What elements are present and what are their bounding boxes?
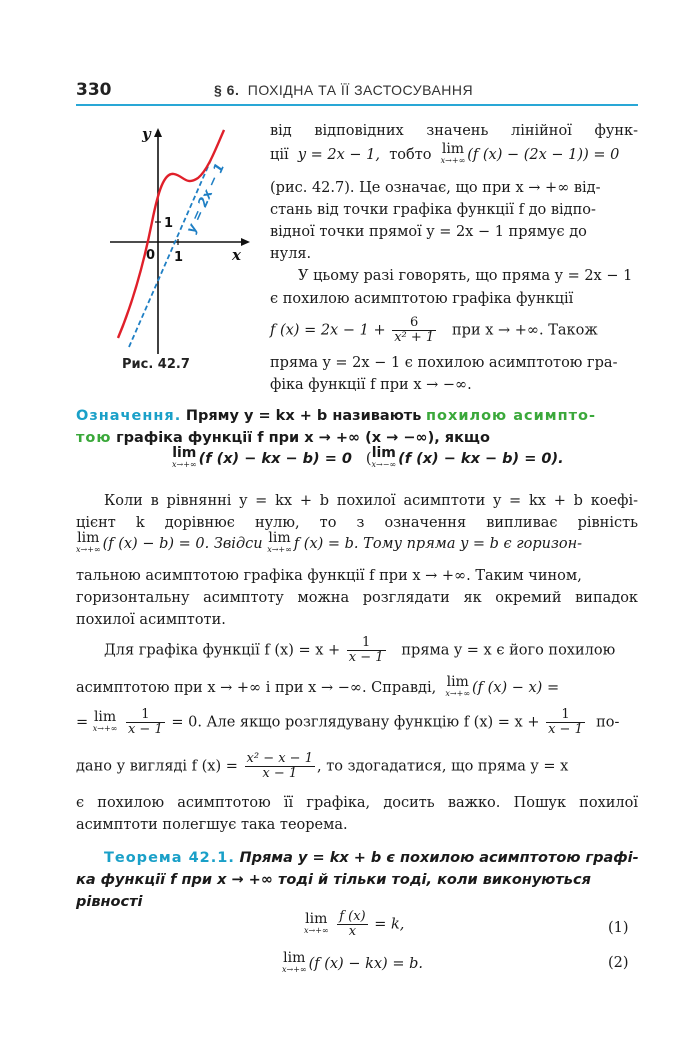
page-number: 330 <box>76 80 112 100</box>
function-curve <box>118 130 224 338</box>
definition-label: Означення. <box>76 408 182 424</box>
fraction: $\frac{6}{\text{x² + 1}}$ <box>394 315 435 345</box>
right-col-line-11: фіка функції f при x → −∞. <box>270 377 472 393</box>
y-axis-label: y <box>142 125 151 143</box>
para1-line-2: цієнт k дорівнює нулю, то з означення випливає рівність <box>76 515 638 531</box>
equation-1-number: (1) <box>608 920 629 936</box>
para2-line-6: асимптоти полегшує така теорема. <box>76 817 348 833</box>
limit-operator: lim x→+∞ <box>440 141 466 165</box>
x-axis-label: x <box>232 246 241 264</box>
para2-line-2: асимптотою при x → +∞ і при x → −∞. Справді, lim x→+∞ (f (x) − x) = <box>76 674 560 698</box>
theorem-line-3: рівності <box>76 894 143 910</box>
page-header <box>76 78 638 102</box>
right-col-line-9: f (x) = 2x − 1 + $\frac{6}{\text{x² + 1}}$ при x → +∞. Також <box>270 315 598 345</box>
para2-line-4: дано у вигляді f (x) = $\frac{\text{x² − x − 1}}{x - 1}$ , то здогадатися, що пряма y = x <box>76 751 569 781</box>
theorem-label: Теорема 42.1. <box>104 850 235 866</box>
x-tick-label: 1 <box>174 250 184 265</box>
figure-42-7 <box>110 122 255 357</box>
para2-line-1: Для графіка функції f (x) = x + $\frac{1}{x - 1}$ пряма y = x є його похилою <box>104 635 616 665</box>
right-col-line-3: (рис. 42.7). Це означає, що при x → +∞ від- <box>270 180 601 196</box>
para1-line-4: тальною асимптотою графіка функції f при x → +∞. Таким чином, <box>76 568 582 584</box>
para2-line-3: = lim x→+∞ $\frac{1}{x - 1}$ = 0. Але якщо розглядувану функцію f (x) = x + $\frac{1}{x - 1}$ по- <box>76 707 620 737</box>
para1-line-5: горизонтальну асимптоту можна розглядати як окремий випадок <box>76 590 638 606</box>
y-tick-label: 1 <box>164 216 174 231</box>
definition-formula: lim x→+∞ (f (x) − kx − b) = 0 ( lim x→−∞ (f (x) − kx − b) = 0). <box>172 445 564 469</box>
asymptote-label: y = 2x − 1 <box>183 161 229 236</box>
equation-2-number: (2) <box>608 955 629 971</box>
origin-label: 0 <box>146 248 156 263</box>
para2-line-5: є похилою асимптотою її графіка, досить важко. Пошук похилої <box>76 795 638 811</box>
equation-1: lim x→+∞ $\frac{f (x)}{x}$ = k, <box>304 909 405 939</box>
definition-line-2: тою графіка функції f при x → +∞ (x → −∞), якщо <box>76 430 490 446</box>
para1-line-6: похилої асимптоти. <box>76 612 226 628</box>
right-col-line-6: нуля. <box>270 246 312 262</box>
theorem-line-1: Теорема 42.1. Пряма y = kx + b є похилою асимптотою графі- <box>104 850 639 866</box>
theorem-line-2: ка функції f при x → +∞ тоді й тільки тоді, коли виконуються <box>76 872 591 888</box>
x-axis-arrow <box>241 238 250 246</box>
right-col-line-1: від відповідних значень лінійної функ- <box>270 123 638 139</box>
figure-caption: Рис. 42.7 <box>122 357 190 372</box>
right-col-line-5: відної точки прямої y = 2x − 1 прямує до <box>270 224 587 240</box>
definition-line-1: Означення. Пряму y = kx + b називають похилою асимпто- <box>76 408 596 424</box>
section-mark: § 6. <box>214 82 240 98</box>
right-col-line-8: є похилою асимптотою графіка функції <box>270 291 574 307</box>
para1-line-3: lim x→+∞ (f (x) − b) = 0. Звідси lim x→+∞ f (x) = b. Тому пряма y = b є горизон- <box>76 530 583 554</box>
header-rule <box>76 104 638 106</box>
section-name: ПОХІДНА ТА ЇЇ ЗАСТОСУВАННЯ <box>247 82 474 98</box>
right-col-line-4: стань від точки графіка функції f до відпо- <box>270 202 596 218</box>
right-col-line-7: У цьому разі говорять, що пряма y = 2x − 1 <box>298 268 633 284</box>
equation-2: lim x→+∞ (f (x) − kx) = b. <box>282 950 423 974</box>
section-title <box>214 82 473 98</box>
y-axis-arrow <box>154 128 162 137</box>
right-col-line-10: пряма y = 2x − 1 є похилою асимптотою гра- <box>270 355 618 371</box>
right-col-line-2: ції y = 2x − 1, тобто lim x→+∞ (f (x) − (2x − 1)) = 0 <box>270 141 620 165</box>
para1-line-1: Коли в рівнянні y = kx + b похилої асимптоти y = kx + b коефі- <box>104 493 638 509</box>
